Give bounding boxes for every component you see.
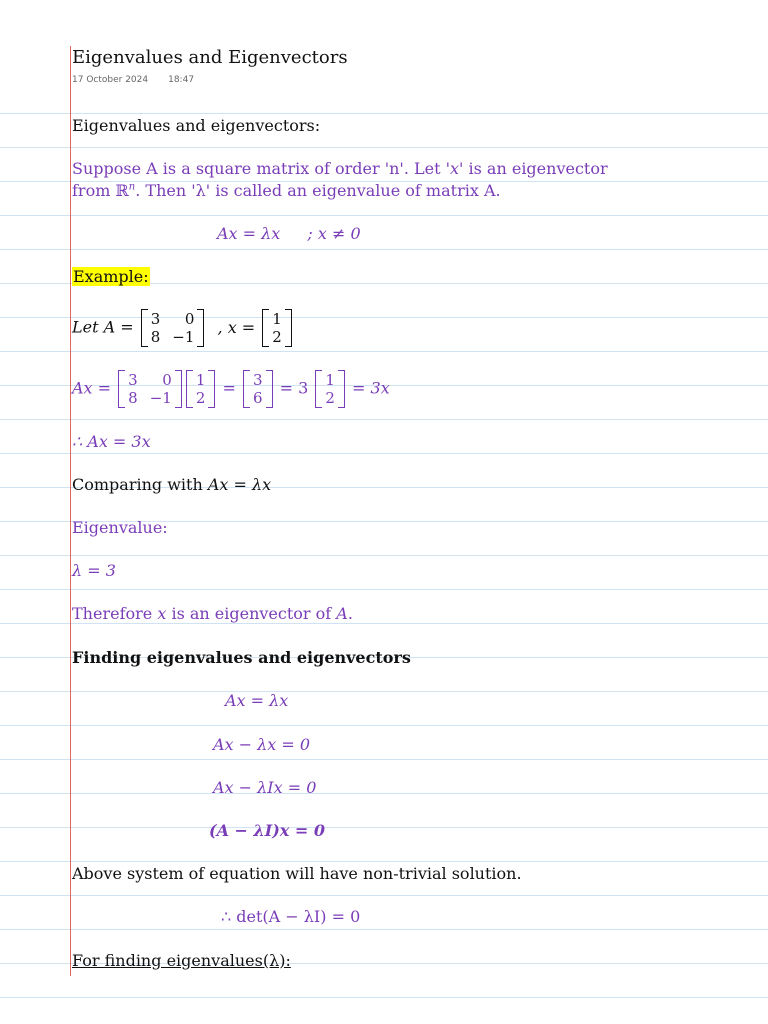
matrix-cell: −1 xyxy=(149,389,172,407)
matrix-cell: 2 xyxy=(272,328,282,346)
therefore-text-b: is an eigenvector of xyxy=(166,604,337,623)
matrix-cell: 2 xyxy=(325,389,335,407)
therefore-ax: ∴ Ax = 3x xyxy=(72,432,151,451)
matrix-cell: 1 xyxy=(272,310,282,328)
for-finding-heading: For finding eigenvalues(λ): xyxy=(72,951,291,970)
matrix-ax-result xyxy=(243,370,273,408)
matrix-cell: 3 xyxy=(128,371,138,389)
time-text: 18:47 xyxy=(168,75,195,85)
def-line2-b: . Then 'λ' is called an eigenvalue of matrix A. xyxy=(135,181,501,200)
def-line2-a: from ℝ xyxy=(72,181,129,200)
eigenvalue-label: Eigenvalue: xyxy=(72,518,168,537)
step-4-equation: (A − λI)x = 0 xyxy=(209,821,326,840)
matrix-cell: 8 xyxy=(150,328,161,346)
matrix-x xyxy=(186,370,216,408)
step-3-equation: Ax − λIx = 0 xyxy=(213,778,317,797)
eq-def: Ax = λx xyxy=(217,224,281,243)
equals-3x: = 3x xyxy=(352,378,390,398)
equals-three: = 3 xyxy=(279,378,309,398)
matrix-cell: 0 xyxy=(184,310,195,328)
date-text: 17 October 2024 xyxy=(72,75,149,85)
left-bracket xyxy=(243,370,250,408)
matrix-cell: 8 xyxy=(128,389,138,407)
matrix-cell: 3 xyxy=(150,310,161,328)
definition-line-2 xyxy=(72,181,501,200)
left-bracket xyxy=(315,370,322,408)
page-title[interactable]: Eigenvalues and Eigenvectors xyxy=(72,47,348,68)
let-a-line xyxy=(72,309,294,347)
therefore-text-c: . xyxy=(347,604,353,623)
ax-eq-text: Ax = xyxy=(72,378,112,398)
det-equation: ∴ det(A − λI) = 0 xyxy=(221,907,361,926)
finding-heading: Finding eigenvalues and eigenvectors xyxy=(72,648,411,667)
x-eq-text: , x = xyxy=(217,317,256,337)
page-date xyxy=(72,75,194,85)
matrix-cell: 1 xyxy=(325,371,335,389)
matrix-x xyxy=(315,370,345,408)
comparing-eq: Ax = λx xyxy=(207,475,272,494)
matrix-cell: 6 xyxy=(252,389,263,407)
matrix-cell: −1 xyxy=(172,328,195,346)
nontrivial-text: Above system of equation will have non-trivial solution. xyxy=(72,864,522,883)
matrix-cell: 1 xyxy=(195,371,206,389)
comparing-line xyxy=(72,475,271,494)
matrix-cell: 2 xyxy=(195,389,206,407)
therefore-text-a: Therefore xyxy=(72,604,158,623)
right-bracket xyxy=(208,370,215,408)
right-bracket xyxy=(266,370,273,408)
right-bracket xyxy=(338,370,345,408)
matrix-a xyxy=(118,370,182,408)
margin-line xyxy=(70,46,71,976)
example-label xyxy=(72,267,150,286)
left-bracket xyxy=(118,370,125,408)
note-page[interactable] xyxy=(72,0,762,1024)
right-bracket xyxy=(197,309,204,347)
step-1-equation: Ax = λx xyxy=(225,691,289,710)
right-bracket xyxy=(285,309,292,347)
matrix-cell: 3 xyxy=(252,371,263,389)
matrix-x xyxy=(262,309,292,347)
let-a-text: Let A = xyxy=(72,317,134,337)
therefore-x: x xyxy=(157,604,167,623)
comparing-text: Comparing with xyxy=(72,475,208,494)
matrix-cell: 0 xyxy=(162,371,172,389)
example-highlight: Example: xyxy=(73,267,149,286)
def-line2-sup: n xyxy=(128,181,136,193)
left-bracket xyxy=(262,309,269,347)
right-bracket xyxy=(175,370,182,408)
therefore-line xyxy=(72,604,353,623)
matrix-a xyxy=(141,309,205,347)
therefore-a: A xyxy=(336,604,348,623)
eq-def-cond: ; x ≠ 0 xyxy=(307,224,361,243)
section-heading: Eigenvalues and eigenvectors: xyxy=(72,116,321,135)
equals-sign: = xyxy=(222,378,236,398)
definition-line-1: Suppose A is a square matrix of order 'n'. Let '𝑥' is an eigenvector xyxy=(72,159,608,178)
left-bracket xyxy=(186,370,193,408)
lambda-value: λ = 3 xyxy=(72,561,116,580)
eigen-equation xyxy=(217,224,361,243)
ax-calculation xyxy=(72,370,390,408)
left-bracket xyxy=(141,309,148,347)
step-2-equation: Ax − λx = 0 xyxy=(213,735,311,754)
